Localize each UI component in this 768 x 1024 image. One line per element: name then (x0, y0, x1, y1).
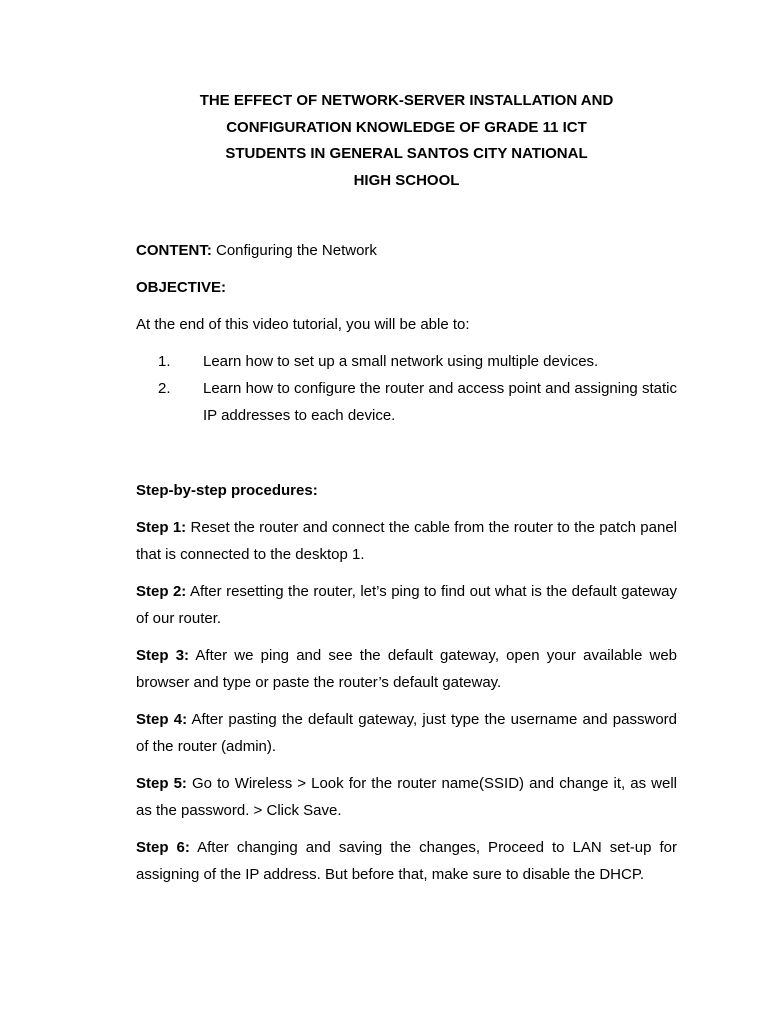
title-line: STUDENTS IN GENERAL SANTOS CITY NATIONAL (225, 145, 588, 162)
content-value: Configuring the Network (216, 242, 377, 259)
step-5 (136, 770, 677, 824)
step-label: Step 3: (136, 647, 190, 664)
document-page (136, 88, 677, 888)
objective-intro: At the end of this video tutorial, you will be able to: (136, 316, 470, 333)
step-1 (136, 514, 677, 568)
step-2 (136, 578, 677, 632)
step-label: Step 2: (136, 583, 187, 600)
step-6 (136, 834, 677, 888)
step-4 (136, 706, 677, 760)
content-line (136, 237, 677, 264)
step-label: Step 6: (136, 839, 190, 856)
step-text: After we ping and see the default gateway, open your available web browser and type or paste the router’s default gateway. (136, 647, 678, 691)
step-label: Step 4: (136, 711, 188, 728)
list-item-text: Learn how to set up a small network using multiple devices. (203, 353, 599, 370)
objective-list (136, 348, 677, 429)
step-label: Step 5: (136, 775, 187, 792)
list-item (136, 375, 677, 429)
list-item-text: Learn how to configure the router and access point and assigning static IP addresses to each device. (203, 380, 677, 424)
content-label: CONTENT: (136, 242, 212, 259)
list-item (136, 348, 677, 375)
step-text: Go to Wireless > Look for the router name(SSID) and change it, as well as the password. > Click Save. (136, 775, 678, 819)
document-title (136, 88, 677, 194)
title-line: THE EFFECT OF NETWORK-SERVER INSTALLATION AND (199, 92, 614, 109)
title-line: HIGH SCHOOL (353, 171, 460, 189)
step-text: Reset the router and connect the cable from the router to the patch panel that is connected to the desktop 1. (136, 519, 677, 563)
step-text: After pasting the default gateway, just type the username and password of the router (admin). (136, 711, 677, 755)
step-text: After changing and saving the changes, Proceed to LAN set-up for assigning of the IP address. But before that, make sure to disable the DHCP. (136, 839, 677, 883)
objective-label: OBJECTIVE: (136, 279, 227, 296)
step-3 (136, 642, 677, 696)
step-text: After resetting the router, let’s ping to find out what is the default gateway of our router. (136, 583, 677, 627)
step-label: Step 1: (136, 519, 187, 536)
title-line: CONFIGURATION KNOWLEDGE OF GRADE 11 ICT (226, 118, 587, 136)
list-item-number: 1. (158, 353, 171, 370)
procedures-heading: Step-by-step procedures: (136, 482, 318, 499)
list-item-number: 2. (158, 380, 171, 397)
